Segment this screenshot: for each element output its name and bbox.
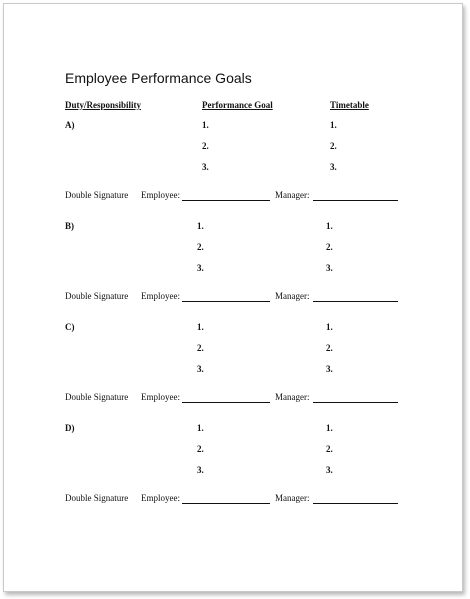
goal-item: 2.	[197, 444, 204, 454]
timetable-item: 2.	[330, 141, 337, 151]
goal-item: 1.	[197, 423, 204, 433]
goal-item: 3.	[202, 162, 209, 172]
timetable-item: 1.	[326, 322, 333, 332]
employee-label: Employee:	[141, 493, 180, 503]
timetable-item: 3.	[326, 364, 333, 374]
timetable-item: 2.	[326, 242, 333, 252]
manager-label: Manager:	[275, 493, 310, 503]
timetable-item: 2.	[326, 343, 333, 353]
double-signature-label: Double Signature	[65, 392, 129, 402]
goal-item: 2.	[202, 141, 209, 151]
double-signature-label: Double Signature	[65, 190, 129, 200]
manager-signature-line[interactable]	[313, 503, 398, 504]
employee-label: Employee:	[141, 190, 180, 200]
goal-item: 1.	[197, 322, 204, 332]
timetable-item: 1.	[330, 120, 337, 130]
document-page	[3, 3, 463, 592]
goal-item: 2.	[197, 242, 204, 252]
header-duty: Duty/Responsibility	[65, 100, 142, 110]
goal-item: 1.	[202, 120, 209, 130]
manager-signature-line[interactable]	[313, 200, 398, 201]
section-label: C)	[65, 322, 75, 332]
employee-signature-line[interactable]	[182, 200, 270, 201]
timetable-item: 3.	[326, 465, 333, 475]
manager-label: Manager:	[275, 392, 310, 402]
employee-label: Employee:	[141, 392, 180, 402]
timetable-item: 2.	[326, 444, 333, 454]
timetable-item: 3.	[326, 263, 333, 273]
goal-item: 3.	[197, 364, 204, 374]
double-signature-label: Double Signature	[65, 493, 129, 503]
manager-label: Manager:	[275, 190, 310, 200]
section-label: D)	[65, 423, 75, 433]
timetable-item: 1.	[326, 423, 333, 433]
double-signature-label: Double Signature	[65, 291, 129, 301]
manager-signature-line[interactable]	[313, 301, 398, 302]
section-label: A)	[65, 120, 75, 130]
goal-item: 1.	[197, 221, 204, 231]
header-performance-goal: Performance Goal	[202, 100, 273, 110]
timetable-item: 1.	[326, 221, 333, 231]
header-timetable: Timetable	[330, 100, 369, 110]
employee-signature-line[interactable]	[182, 503, 270, 504]
manager-label: Manager:	[275, 291, 310, 301]
goal-item: 3.	[197, 263, 204, 273]
employee-label: Employee:	[141, 291, 180, 301]
section-label: B)	[65, 221, 74, 231]
manager-signature-line[interactable]	[313, 402, 398, 403]
timetable-item: 3.	[330, 162, 337, 172]
employee-signature-line[interactable]	[182, 402, 270, 403]
goal-item: 3.	[197, 465, 204, 475]
document-title: Employee Performance Goals	[65, 70, 252, 86]
goal-item: 2.	[197, 343, 204, 353]
employee-signature-line[interactable]	[182, 301, 270, 302]
